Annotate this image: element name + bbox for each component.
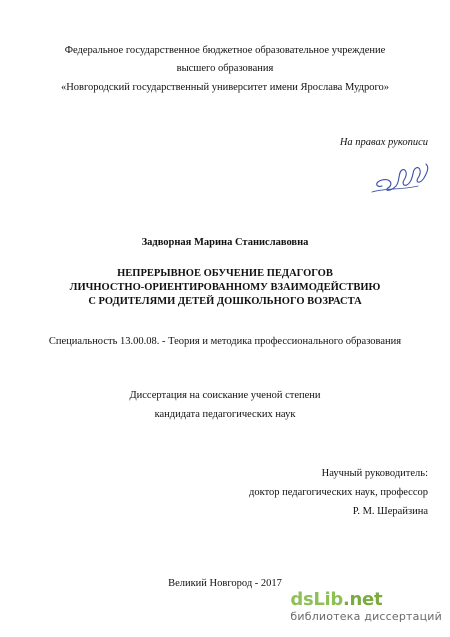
supervisor-name: Р. М. Шерайзина [352,506,428,517]
dslib-watermark [290,590,442,623]
dslib-logo [290,590,442,610]
title-line-1: НЕПРЕРЫВНОЕ ОБУЧЕНИЕ ПЕДАГОГОВ [117,268,333,279]
city-year: Великий Новгород - 2017 [168,578,282,589]
specialty-line: Специальность 13.00.08. - Теория и методика профессионального образования [48,336,402,347]
watermark-subtitle: библиотека диссертаций [290,610,442,623]
signature-image [368,158,438,198]
institution-line-1: Федеральное государственное бюджетное образовательное учреждение [64,45,386,56]
title-line-2: ЛИЧНОСТНО-ОРИЕНТИРОВАННОМУ ВЗАИМОДЕЙСТВИЮ [69,282,381,293]
rights-note: На правах рукописи [339,137,428,148]
author-name: Задворная Марина Станиславовна [141,237,309,248]
title-line-3: С РОДИТЕЛЯМИ ДЕТЕЙ ДОШКОЛЬНОГО ВОЗРАСТА [88,296,362,307]
dissertation-line-2: кандидата педагогических наук [154,409,296,420]
institution-line-2: высшего образования [176,63,274,74]
institution-line-3: «Новгородский государственный университет имени Ярослава Мудрого» [60,82,390,93]
supervisor-label: Научный руководитель: [321,468,428,479]
supervisor-degree: доктор педагогических наук, профессор [249,487,428,498]
dissertation-line-1: Диссертация на соискание ученой степени [129,390,321,401]
logo-main: dsLib [290,589,343,610]
logo-tld: .net [343,589,383,610]
